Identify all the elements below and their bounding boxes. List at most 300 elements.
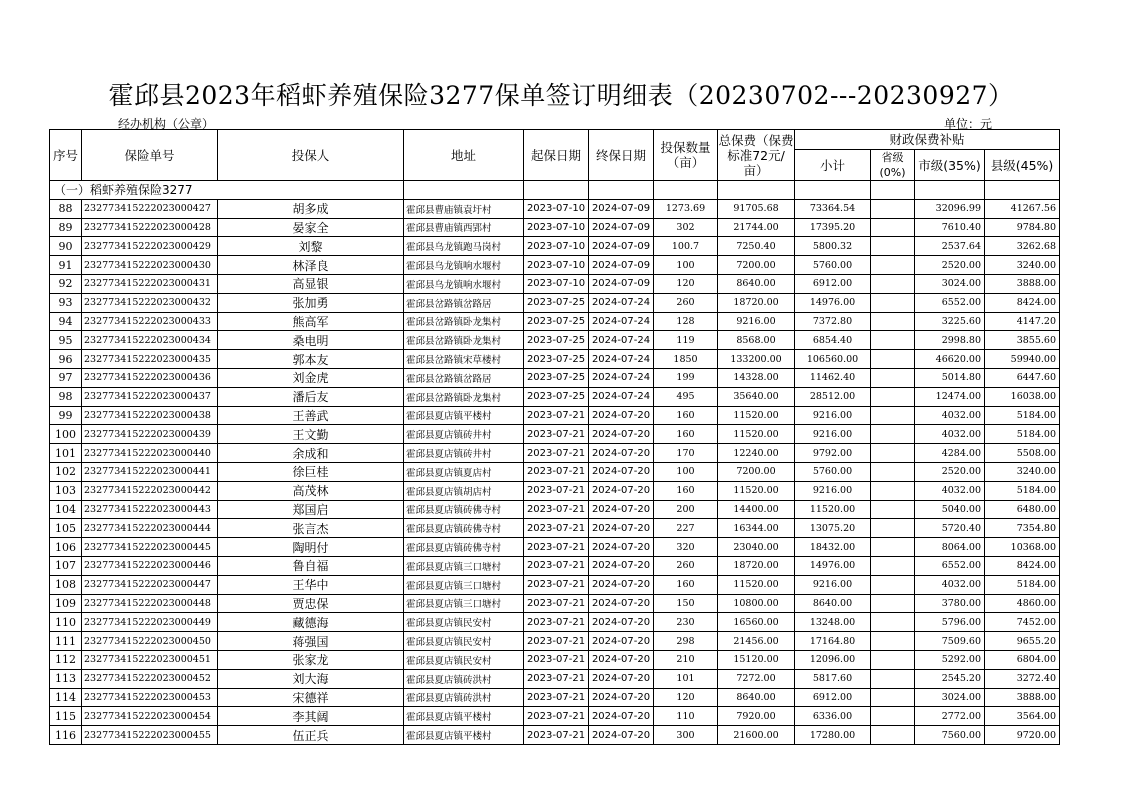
row-county: 3272.40	[985, 669, 1060, 688]
row-end-date: 2024-07-09	[589, 199, 654, 218]
row-seq: 99	[50, 406, 82, 425]
row-end-date: 2024-07-20	[589, 669, 654, 688]
row-province	[871, 481, 915, 500]
row-quantity: 170	[654, 444, 718, 463]
row-policy-number: 232773415222023000428	[82, 218, 218, 237]
table-row	[50, 726, 1060, 745]
row-city: 32096.99	[915, 199, 985, 218]
row-address: 霍邱县岔路镇卧龙集村	[404, 387, 524, 406]
row-start-date: 2023-07-10	[524, 256, 589, 275]
row-insured-name: 张加勇	[218, 293, 404, 312]
header-subtotal: 小计	[795, 150, 871, 181]
row-premium: 7250.40	[718, 237, 795, 256]
row-province	[871, 293, 915, 312]
policy-table	[49, 129, 1060, 745]
row-insured-name: 余成和	[218, 444, 404, 463]
row-quantity: 160	[654, 575, 718, 594]
row-county: 7452.00	[985, 613, 1060, 632]
row-address: 霍邱县夏店镇砖佛寺村	[404, 500, 524, 519]
row-premium: 133200.00	[718, 350, 795, 369]
row-start-date: 2023-07-21	[524, 707, 589, 726]
row-insured-name: 刘金虎	[218, 368, 404, 387]
table-row	[50, 331, 1060, 350]
row-quantity: 302	[654, 218, 718, 237]
row-policy-number: 232773415222023000454	[82, 707, 218, 726]
row-start-date: 2023-07-10	[524, 218, 589, 237]
row-policy-number: 232773415222023000455	[82, 726, 218, 745]
row-premium: 8640.00	[718, 274, 795, 293]
row-policy-number: 232773415222023000432	[82, 293, 218, 312]
row-insured-name: 潘后友	[218, 387, 404, 406]
row-province	[871, 406, 915, 425]
row-start-date: 2023-07-21	[524, 556, 589, 575]
row-premium: 7200.00	[718, 256, 795, 275]
row-city: 4032.00	[915, 406, 985, 425]
row-quantity: 260	[654, 556, 718, 575]
row-quantity: 210	[654, 650, 718, 669]
row-province	[871, 726, 915, 745]
row-policy-number: 232773415222023000438	[82, 406, 218, 425]
row-end-date: 2024-07-20	[589, 444, 654, 463]
row-start-date: 2023-07-21	[524, 406, 589, 425]
row-province	[871, 594, 915, 613]
row-subtotal: 6912.00	[795, 688, 871, 707]
page-title: 霍邱县2023年稻虾养殖保险3277保单签订明细表（20230702---20230927）	[108, 81, 1014, 110]
row-city: 3024.00	[915, 688, 985, 707]
row-subtotal: 14976.00	[795, 293, 871, 312]
row-insured-name: 贾忠保	[218, 594, 404, 613]
row-subtotal: 5760.00	[795, 462, 871, 481]
header-premium: 总保费（保费标准72元/亩）	[718, 130, 795, 181]
row-seq: 112	[50, 650, 82, 669]
table-row	[50, 594, 1060, 613]
row-quantity: 160	[654, 425, 718, 444]
row-end-date: 2024-07-20	[589, 406, 654, 425]
row-end-date: 2024-07-20	[589, 613, 654, 632]
row-seq: 108	[50, 575, 82, 594]
row-premium: 16560.00	[718, 613, 795, 632]
row-start-date: 2023-07-21	[524, 594, 589, 613]
row-county: 5184.00	[985, 481, 1060, 500]
row-seq: 102	[50, 462, 82, 481]
row-county: 3888.00	[985, 274, 1060, 293]
row-premium: 7200.00	[718, 462, 795, 481]
row-province	[871, 688, 915, 707]
row-policy-number: 232773415222023000447	[82, 575, 218, 594]
row-policy-number: 232773415222023000427	[82, 199, 218, 218]
row-insured-name: 林泽良	[218, 256, 404, 275]
row-seq: 92	[50, 274, 82, 293]
row-city: 6552.00	[915, 293, 985, 312]
table-row	[50, 387, 1060, 406]
table-row	[50, 556, 1060, 575]
row-city: 3225.60	[915, 312, 985, 331]
row-insured-name: 宋德祥	[218, 688, 404, 707]
row-subtotal: 6854.40	[795, 331, 871, 350]
row-subtotal: 13248.00	[795, 613, 871, 632]
row-policy-number: 232773415222023000441	[82, 462, 218, 481]
row-subtotal: 11520.00	[795, 500, 871, 519]
row-province	[871, 312, 915, 331]
row-quantity: 100.7	[654, 237, 718, 256]
row-subtotal: 6336.00	[795, 707, 871, 726]
row-premium: 11520.00	[718, 575, 795, 594]
table-row	[50, 350, 1060, 369]
row-province	[871, 575, 915, 594]
table-row	[50, 425, 1060, 444]
row-province	[871, 462, 915, 481]
row-insured-name: 张家龙	[218, 650, 404, 669]
row-county: 59940.00	[985, 350, 1060, 369]
row-county: 6804.00	[985, 650, 1060, 669]
row-quantity: 298	[654, 632, 718, 651]
table-row	[50, 632, 1060, 651]
row-quantity: 128	[654, 312, 718, 331]
row-address: 霍邱县岔路镇岔路居	[404, 368, 524, 387]
row-insured-name: 熊高军	[218, 312, 404, 331]
row-address: 霍邱县曹庙镇西郢村	[404, 218, 524, 237]
row-address: 霍邱县夏店镇民安村	[404, 613, 524, 632]
row-insured-name: 蒋强国	[218, 632, 404, 651]
row-end-date: 2024-07-20	[589, 481, 654, 500]
row-county: 6480.00	[985, 500, 1060, 519]
row-quantity: 230	[654, 613, 718, 632]
row-premium: 23040.00	[718, 538, 795, 557]
table-row	[50, 256, 1060, 275]
row-quantity: 101	[654, 669, 718, 688]
row-end-date: 2024-07-20	[589, 632, 654, 651]
row-quantity: 495	[654, 387, 718, 406]
row-start-date: 2023-07-21	[524, 500, 589, 519]
row-start-date: 2023-07-25	[524, 312, 589, 331]
row-subtotal: 14976.00	[795, 556, 871, 575]
row-province	[871, 444, 915, 463]
row-quantity: 160	[654, 481, 718, 500]
row-insured-name: 郭本友	[218, 350, 404, 369]
row-city: 7560.00	[915, 726, 985, 745]
row-address: 霍邱县夏店镇胡店村	[404, 481, 524, 500]
table-row	[50, 293, 1060, 312]
table-row	[50, 237, 1060, 256]
row-insured-name: 王善武	[218, 406, 404, 425]
header-end-date: 终保日期	[589, 130, 654, 181]
row-county: 4860.00	[985, 594, 1060, 613]
row-start-date: 2023-07-21	[524, 575, 589, 594]
row-end-date: 2024-07-20	[589, 462, 654, 481]
row-address: 霍邱县乌龙镇响水堰村	[404, 274, 524, 293]
row-city: 12474.00	[915, 387, 985, 406]
row-subtotal: 8640.00	[795, 594, 871, 613]
row-quantity: 160	[654, 406, 718, 425]
row-start-date: 2023-07-21	[524, 688, 589, 707]
row-subtotal: 28512.00	[795, 387, 871, 406]
row-insured-name: 桑电明	[218, 331, 404, 350]
row-city: 4032.00	[915, 481, 985, 500]
row-province	[871, 387, 915, 406]
row-county: 5508.00	[985, 444, 1060, 463]
row-seq: 110	[50, 613, 82, 632]
row-seq: 90	[50, 237, 82, 256]
row-province	[871, 556, 915, 575]
row-county: 5184.00	[985, 575, 1060, 594]
row-policy-number: 232773415222023000446	[82, 556, 218, 575]
header-policy: 保险单号	[82, 130, 218, 181]
row-address: 霍邱县夏店镇三口塘村	[404, 556, 524, 575]
row-subtotal: 73364.54	[795, 199, 871, 218]
row-city: 2537.64	[915, 237, 985, 256]
row-premium: 8568.00	[718, 331, 795, 350]
table-row	[50, 650, 1060, 669]
row-address: 霍邱县岔路镇岔路居	[404, 293, 524, 312]
row-seq: 113	[50, 669, 82, 688]
row-quantity: 120	[654, 688, 718, 707]
row-county: 3262.68	[985, 237, 1060, 256]
header-insured: 投保人	[218, 130, 404, 181]
table-row	[50, 613, 1060, 632]
row-seq: 105	[50, 519, 82, 538]
row-quantity: 119	[654, 331, 718, 350]
row-end-date: 2024-07-24	[589, 312, 654, 331]
row-end-date: 2024-07-20	[589, 688, 654, 707]
row-city: 46620.00	[915, 350, 985, 369]
row-insured-name: 伍正兵	[218, 726, 404, 745]
row-end-date: 2024-07-20	[589, 575, 654, 594]
row-premium: 10800.00	[718, 594, 795, 613]
row-address: 霍邱县夏店镇砖佛寺村	[404, 519, 524, 538]
row-premium: 7272.00	[718, 669, 795, 688]
row-city: 8064.00	[915, 538, 985, 557]
row-quantity: 1850	[654, 350, 718, 369]
row-seq: 100	[50, 425, 82, 444]
row-address: 霍邱县夏店镇民安村	[404, 650, 524, 669]
row-subtotal: 9792.00	[795, 444, 871, 463]
row-city: 2545.20	[915, 669, 985, 688]
row-insured-name: 高显银	[218, 274, 404, 293]
row-province	[871, 425, 915, 444]
row-county: 3240.00	[985, 462, 1060, 481]
row-subtotal: 11462.40	[795, 368, 871, 387]
row-quantity: 199	[654, 368, 718, 387]
row-insured-name: 刘大海	[218, 669, 404, 688]
row-address: 霍邱县乌龙镇跑马岗村	[404, 237, 524, 256]
row-county: 41267.56	[985, 199, 1060, 218]
row-county: 5184.00	[985, 406, 1060, 425]
row-start-date: 2023-07-21	[524, 650, 589, 669]
table-row	[50, 218, 1060, 237]
header-start-date: 起保日期	[524, 130, 589, 181]
row-county: 9720.00	[985, 726, 1060, 745]
row-seq: 106	[50, 538, 82, 557]
row-seq: 109	[50, 594, 82, 613]
row-policy-number: 232773415222023000448	[82, 594, 218, 613]
row-address: 霍邱县夏店镇砖佛寺村	[404, 538, 524, 557]
row-policy-number: 232773415222023000431	[82, 274, 218, 293]
row-subtotal: 17280.00	[795, 726, 871, 745]
row-address: 霍邱县夏店镇砖井村	[404, 444, 524, 463]
row-premium: 35640.00	[718, 387, 795, 406]
row-premium: 11520.00	[718, 481, 795, 500]
header-county: 县级(45%)	[985, 150, 1060, 181]
row-province	[871, 613, 915, 632]
row-city: 6552.00	[915, 556, 985, 575]
row-insured-name: 晏家全	[218, 218, 404, 237]
header-city: 市级(35%)	[915, 150, 985, 181]
row-county: 5184.00	[985, 425, 1060, 444]
row-address: 霍邱县夏店镇平楼村	[404, 406, 524, 425]
row-province	[871, 707, 915, 726]
row-address: 霍邱县夏店镇夏店村	[404, 462, 524, 481]
row-policy-number: 232773415222023000445	[82, 538, 218, 557]
row-address: 霍邱县夏店镇砖井村	[404, 425, 524, 444]
row-subtotal: 12096.00	[795, 650, 871, 669]
row-premium: 8640.00	[718, 688, 795, 707]
row-premium: 21744.00	[718, 218, 795, 237]
row-city: 3780.00	[915, 594, 985, 613]
row-seq: 103	[50, 481, 82, 500]
row-start-date: 2023-07-25	[524, 350, 589, 369]
row-address: 霍邱县岔路镇宋草楼村	[404, 350, 524, 369]
row-county: 3240.00	[985, 256, 1060, 275]
row-insured-name: 张言杰	[218, 519, 404, 538]
row-quantity: 120	[654, 274, 718, 293]
row-premium: 12240.00	[718, 444, 795, 463]
row-seq: 98	[50, 387, 82, 406]
row-end-date: 2024-07-09	[589, 237, 654, 256]
table-row	[50, 462, 1060, 481]
row-seq: 104	[50, 500, 82, 519]
row-city: 7610.40	[915, 218, 985, 237]
row-policy-number: 232773415222023000435	[82, 350, 218, 369]
row-subtotal: 5800.32	[795, 237, 871, 256]
row-end-date: 2024-07-09	[589, 218, 654, 237]
row-insured-name: 刘黎	[218, 237, 404, 256]
row-start-date: 2023-07-21	[524, 726, 589, 745]
row-county: 3888.00	[985, 688, 1060, 707]
row-policy-number: 232773415222023000449	[82, 613, 218, 632]
row-end-date: 2024-07-20	[589, 707, 654, 726]
row-city: 2998.80	[915, 331, 985, 350]
row-seq: 95	[50, 331, 82, 350]
row-premium: 14328.00	[718, 368, 795, 387]
row-premium: 18720.00	[718, 293, 795, 312]
row-start-date: 2023-07-21	[524, 519, 589, 538]
table-row	[50, 274, 1060, 293]
section-label: （一）稻虾养殖保险3277	[50, 181, 404, 200]
row-start-date: 2023-07-10	[524, 199, 589, 218]
row-start-date: 2023-07-21	[524, 669, 589, 688]
row-insured-name: 藏德海	[218, 613, 404, 632]
row-insured-name: 鲁自福	[218, 556, 404, 575]
row-insured-name: 徐巨桂	[218, 462, 404, 481]
row-seq: 93	[50, 293, 82, 312]
row-premium: 14400.00	[718, 500, 795, 519]
row-policy-number: 232773415222023000437	[82, 387, 218, 406]
row-seq: 96	[50, 350, 82, 369]
row-policy-number: 232773415222023000434	[82, 331, 218, 350]
row-end-date: 2024-07-20	[589, 519, 654, 538]
row-quantity: 200	[654, 500, 718, 519]
row-city: 5040.00	[915, 500, 985, 519]
row-county: 7354.80	[985, 519, 1060, 538]
row-insured-name: 陶明付	[218, 538, 404, 557]
row-city: 2520.00	[915, 462, 985, 481]
row-premium: 18720.00	[718, 556, 795, 575]
row-subtotal: 7372.80	[795, 312, 871, 331]
row-quantity: 1273.69	[654, 199, 718, 218]
row-city: 3024.00	[915, 274, 985, 293]
row-premium: 16344.00	[718, 519, 795, 538]
table-row	[50, 538, 1060, 557]
row-end-date: 2024-07-24	[589, 293, 654, 312]
row-premium: 21456.00	[718, 632, 795, 651]
row-start-date: 2023-07-21	[524, 444, 589, 463]
row-province	[871, 538, 915, 557]
row-address: 霍邱县夏店镇平楼村	[404, 707, 524, 726]
table-row	[50, 519, 1060, 538]
row-subtotal: 17395.20	[795, 218, 871, 237]
row-premium: 91705.68	[718, 199, 795, 218]
row-city: 5292.00	[915, 650, 985, 669]
row-policy-number: 232773415222023000453	[82, 688, 218, 707]
row-city: 4032.00	[915, 575, 985, 594]
row-seq: 89	[50, 218, 82, 237]
row-seq: 97	[50, 368, 82, 387]
row-seq: 91	[50, 256, 82, 275]
row-seq: 94	[50, 312, 82, 331]
table-row	[50, 312, 1060, 331]
row-policy-number: 232773415222023000443	[82, 500, 218, 519]
row-address: 霍邱县夏店镇三口塘村	[404, 575, 524, 594]
row-address: 霍邱县夏店镇砖洪村	[404, 669, 524, 688]
row-insured-name: 王华中	[218, 575, 404, 594]
row-end-date: 2024-07-20	[589, 556, 654, 575]
row-end-date: 2024-07-20	[589, 726, 654, 745]
row-city: 5796.00	[915, 613, 985, 632]
row-seq: 116	[50, 726, 82, 745]
row-subtotal: 6912.00	[795, 274, 871, 293]
row-city: 5014.80	[915, 368, 985, 387]
row-policy-number: 232773415222023000451	[82, 650, 218, 669]
row-insured-name: 王文勤	[218, 425, 404, 444]
row-end-date: 2024-07-09	[589, 274, 654, 293]
row-address: 霍邱县岔路镇卧龙集村	[404, 312, 524, 331]
row-subtotal: 9216.00	[795, 425, 871, 444]
row-premium: 21600.00	[718, 726, 795, 745]
row-policy-number: 232773415222023000429	[82, 237, 218, 256]
row-county: 4147.20	[985, 312, 1060, 331]
row-policy-number: 232773415222023000442	[82, 481, 218, 500]
row-province	[871, 669, 915, 688]
row-county: 8424.00	[985, 293, 1060, 312]
row-policy-number: 232773415222023000440	[82, 444, 218, 463]
row-province	[871, 199, 915, 218]
row-province	[871, 650, 915, 669]
row-quantity: 150	[654, 594, 718, 613]
row-policy-number: 232773415222023000439	[82, 425, 218, 444]
row-start-date: 2023-07-10	[524, 237, 589, 256]
row-end-date: 2024-07-09	[589, 256, 654, 275]
header-province: 省级(0%)	[871, 150, 915, 181]
row-subtotal: 9216.00	[795, 406, 871, 425]
table-row	[50, 669, 1060, 688]
table-row	[50, 368, 1060, 387]
row-policy-number: 232773415222023000430	[82, 256, 218, 275]
row-seq: 107	[50, 556, 82, 575]
table-row	[50, 688, 1060, 707]
row-end-date: 2024-07-24	[589, 331, 654, 350]
row-address: 霍邱县夏店镇民安村	[404, 632, 524, 651]
table-row	[50, 199, 1060, 218]
